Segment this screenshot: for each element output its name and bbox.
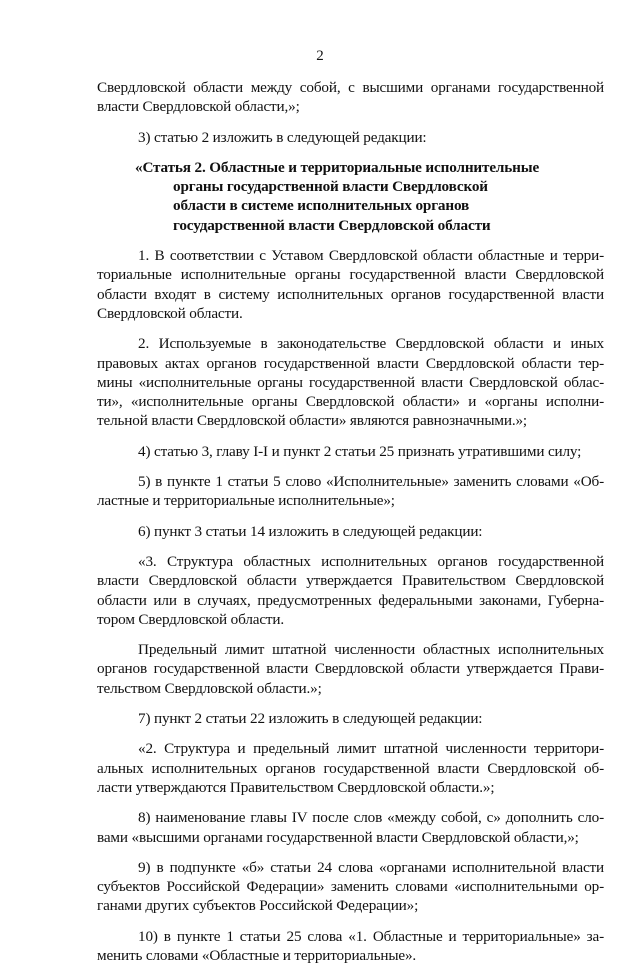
- paragraph: [97, 739, 604, 797]
- text-line: области в системе исполнительных органов: [173, 197, 470, 215]
- text-line: правовых актах органов государственной власти Свердловской области тер-: [97, 354, 604, 372]
- text-line: 1. В соответствии с Уставом Свердловской области областные и терри-: [138, 247, 604, 265]
- text-line: власти Свердловской области,»;: [97, 98, 300, 116]
- paragraph: [97, 246, 604, 323]
- text-line: 5) в пункте 1 статьи 5 слово «Исполнительные» заменить словами «Об-: [138, 473, 604, 491]
- paragraph: [97, 808, 604, 847]
- text-line: субъектов Российской Федерации» заменить словами «исполнительными ор-: [97, 878, 604, 896]
- text-line: области или в случаях, предусмотренных федеральными законами, Губерна-: [97, 591, 604, 609]
- paragraph: [97, 442, 604, 461]
- paragraph: [97, 334, 604, 430]
- paragraph: [97, 858, 604, 916]
- text-line: ластные и территориальные исполнительные»;: [97, 492, 395, 510]
- text-line: 9) в подпункте «б» статьи 24 слова «органами исполнительной власти: [138, 858, 604, 876]
- text-line: ториальные исполнительные органы государственной власти Свердловской: [97, 266, 604, 284]
- paragraph: [97, 522, 604, 541]
- paragraph: [97, 128, 604, 147]
- text-line: тельной власти Свердловской области» являются равнозначными.»;: [97, 412, 527, 430]
- text-line: власти Свердловской области утверждается Правительством Свердловской: [97, 572, 604, 590]
- text-line: Свердловской области.: [97, 304, 243, 322]
- text-line: 2. Используемые в законодательстве Свердловской области и иных: [138, 335, 604, 353]
- text-line: области входят в систему исполнительных органов государственной власти: [97, 285, 604, 303]
- text-line: менить словами «Областные и территориальные».: [97, 946, 417, 964]
- article-heading: [97, 158, 604, 235]
- paragraph: [97, 78, 604, 117]
- paragraph: [97, 709, 604, 728]
- paragraph: [97, 552, 604, 629]
- text-line: 4) статью 3, главу I-I и пункт 2 статьи 25 признать утратившими силу;: [138, 442, 582, 460]
- text-line: государственной власти Свердловской области: [173, 216, 491, 234]
- paragraph: [97, 640, 604, 698]
- text-line: тором Свердловской области.: [97, 610, 285, 628]
- text-line: органов государственной власти Свердловской области утверждается Прави-: [97, 660, 604, 678]
- text-line: 10) в пункте 1 статьи 25 слова «1. Областные и территориальные» за-: [138, 927, 604, 945]
- text-line: «3. Структура областных исполнительных органов государственной: [138, 552, 604, 570]
- text-line: 7) пункт 2 статьи 22 изложить в следующей редакции:: [138, 710, 483, 728]
- text-line: 3) статью 2 изложить в следующей редакции:: [138, 128, 427, 146]
- page-number: 2: [316, 48, 324, 64]
- text-line: тельством Свердловской области.»;: [97, 679, 322, 697]
- text-line: ганами других субъектов Российской Федерации»;: [97, 897, 419, 915]
- text-line: Свердловской области между собой, с высшими органами государственной: [97, 79, 604, 96]
- paragraph: [97, 927, 604, 966]
- text-line: ти», «исполнительные органы Свердловской области» и «органы исполни-: [97, 393, 604, 411]
- text-line: ласти утверждаются Правительством Свердловской области.»;: [97, 778, 495, 796]
- text-line: 6) пункт 3 статьи 14 изложить в следующей редакции:: [138, 522, 483, 540]
- text-line: Предельный лимит штатной численности областных исполнительных: [138, 641, 604, 659]
- text-line: «2. Структура и предельный лимит штатной численности территори-: [138, 740, 604, 758]
- text-line: мины «исполнительные органы государственной власти Свердловской облас-: [97, 373, 604, 391]
- text-line: «Статья 2. Областные и территориальные исполнительные: [135, 158, 540, 176]
- text-line: органы государственной власти Свердловской: [173, 178, 488, 196]
- text-line: альных исполнительных органов государственной власти Свердловской об-: [97, 759, 604, 777]
- text-line: вами «высшими органами государственной власти Свердловской области,»;: [97, 828, 579, 846]
- text-line: 8) наименование главы IV после слов «между собой, с» дополнить сло-: [138, 809, 604, 827]
- document-body: [97, 78, 604, 976]
- paragraph: [97, 472, 604, 511]
